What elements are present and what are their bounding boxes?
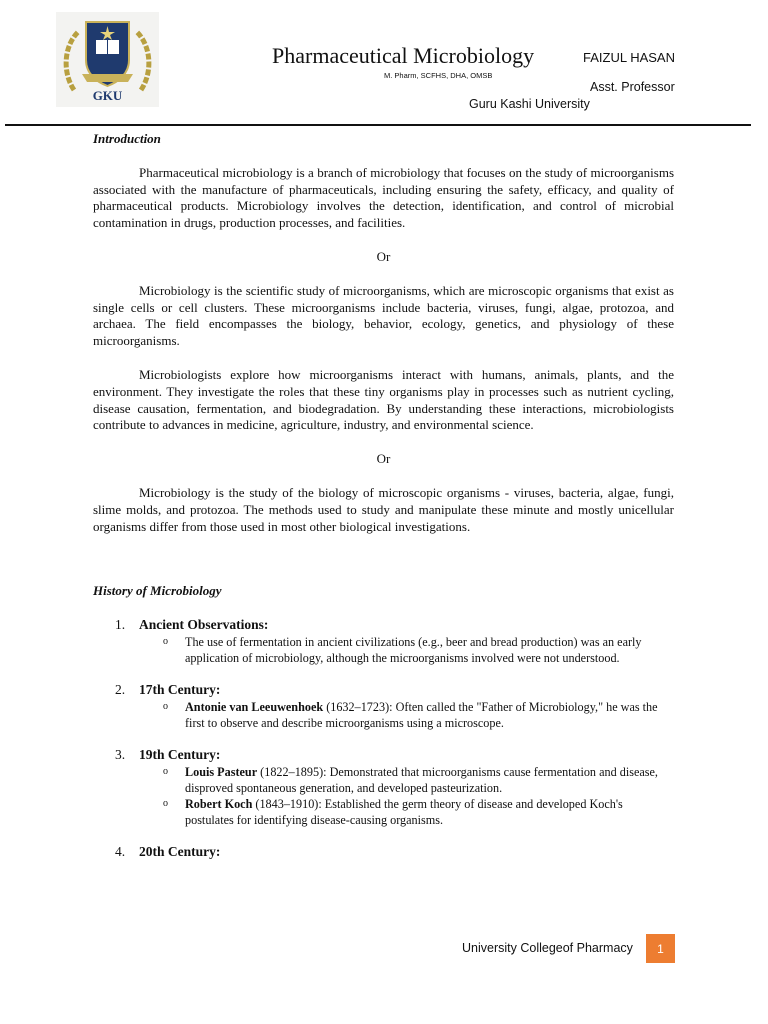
author-name: FAIZUL HASAN — [583, 50, 675, 65]
history-list — [93, 617, 674, 860]
sub-list-item — [139, 699, 674, 731]
sub-list — [139, 764, 674, 828]
bullet-icon: o — [163, 765, 168, 777]
list-item — [93, 617, 674, 666]
introduction-heading: Introduction — [93, 131, 161, 146]
intro-paragraph: Pharmaceutical microbiology is a branch of microbiology that focuses on the study of microorganisms associated with the manufacture of pharmaceuticals, including ensuring the safety, efficacy, and quality of pharmaceutical products. Microbiology involves the detection, identification, and control of microbial contamination in drugs, production processes, and facilities. — [93, 164, 674, 231]
document-title: Pharmaceutical Microbiology — [272, 43, 535, 68]
intro-paragraph: Microbiology is the study of the biology of microscopic organisms - viruses, bacteria, algae, fungi, slime molds, and protozoa. The methods used to study and manipulate these minute and mostly unicellular organisms differ from those used in most other biological investigations. — [93, 484, 674, 534]
list-number: 1. — [115, 617, 126, 633]
university-logo — [56, 12, 159, 107]
intro-paragraph: Microbiologists explore how microorganisms interact with humans, animals, plants, and the environment. They investigate the roles that these tiny organisms play in processes such as nutrient cycling, disease causation, fermentation, and biodegradation. By understanding these interactions, microbiologists contribute to advances in medicine, agriculture, industry, and environmental science. — [93, 366, 674, 433]
list-item-title: 17th Century: — [139, 681, 221, 697]
person-name: Robert Koch — [185, 796, 253, 811]
university-crest-icon — [56, 12, 159, 107]
bullet-icon: o — [163, 700, 168, 712]
logo-letters: GKU — [92, 88, 123, 103]
sub-item-text: (1843–1910): Established the germ theory of disease and developed Koch's postulates for identifying disease-causing organisms. — [185, 796, 623, 827]
list-item-title: 20th Century: — [139, 843, 221, 859]
person-name: Antonie van Leeuwenhoek — [185, 699, 324, 714]
sub-item-text: The use of fermentation in ancient civilizations (e.g., beer and bread production) was an early application of microbiology, although the microorganisms involved were not understood. — [185, 634, 642, 665]
sub-list-item — [139, 764, 674, 796]
author-university: Guru Kashi University — [469, 97, 590, 111]
person-name: Louis Pasteur — [185, 764, 258, 779]
sub-list-item — [139, 796, 674, 828]
bullet-icon: o — [163, 635, 168, 647]
history-heading: History of Microbiology — [93, 583, 222, 599]
header-divider — [5, 124, 751, 126]
or-separator: Or — [376, 451, 391, 467]
list-item — [93, 747, 674, 828]
list-item — [93, 844, 674, 861]
or-separator: Or — [376, 248, 391, 264]
sub-item-text: (1822–1895): Demonstrated that microorganisms cause fermentation and disease, disproved spontaneous generation, and developed pasteurization. — [185, 764, 658, 795]
author-role: Asst. Professor — [590, 80, 675, 94]
list-item — [93, 682, 674, 731]
sub-list-item — [139, 634, 674, 666]
list-number: 4. — [115, 843, 126, 859]
intro-paragraph: Microbiology is the scientific study of microorganisms, which are microscopic organisms that exist as single cells or cell clusters. These microorganisms include bacteria, viruses, fungi, algae, protozoa, and archaea. The field encompasses the biology, behavior, ecology, genetics, and physiology of these microorganisms. — [93, 282, 674, 349]
author-credentials: M. Pharm, SCFHS, DHA, OMSB — [384, 71, 493, 80]
footer-text: University Collegeof Pharmacy — [462, 941, 633, 955]
list-number: 3. — [115, 746, 126, 762]
sub-list — [139, 634, 674, 666]
sub-list — [139, 699, 674, 731]
list-number: 2. — [115, 681, 126, 697]
bullet-icon: o — [163, 797, 168, 809]
list-item-title: 19th Century: — [139, 746, 221, 762]
document-body — [93, 131, 674, 860]
list-item-title: Ancient Observations: — [139, 617, 269, 633]
sub-item-text: (1632–1723): Often called the "Father of Microbiology," he was the first to observe and describe microorganisms using a microscope. — [185, 699, 658, 730]
page-number-badge: 1 — [646, 934, 675, 963]
